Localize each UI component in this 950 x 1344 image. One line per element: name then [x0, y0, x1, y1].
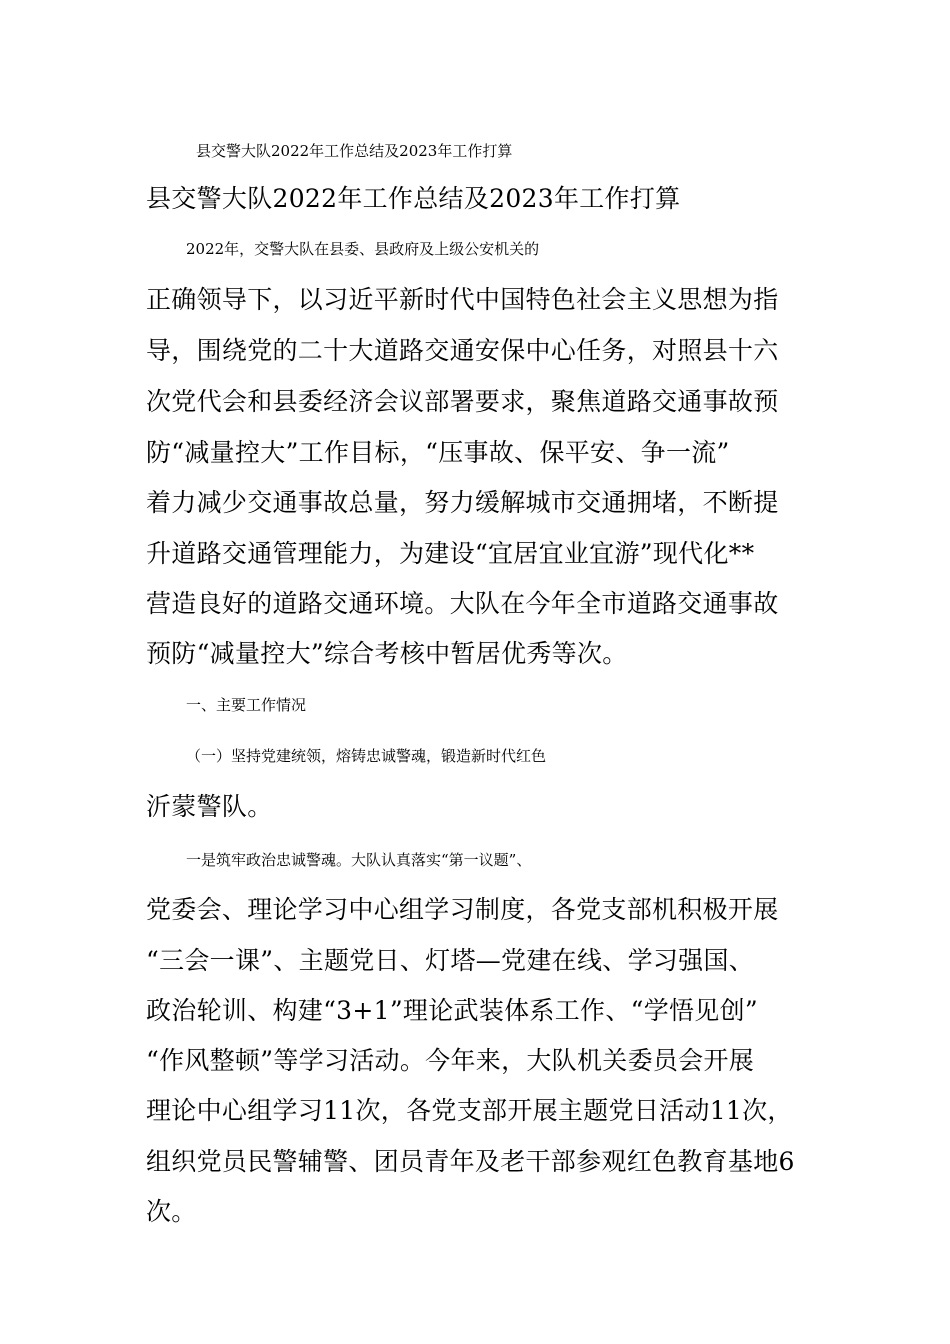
- paragraph-line: 预防“减量控大”综合考核中暂居优秀等次。: [146, 639, 628, 668]
- paragraph-line: 正确领导下，以习近平新时代中国特色社会主义思想为指: [146, 285, 779, 314]
- paragraph-line: 2022年，交警大队在县委、县政府及上级公安机关的: [186, 240, 540, 258]
- paragraph-line: 次。: [146, 1197, 197, 1226]
- paragraph-line: 着力减少交通事故总量，努力缓解城市交通拥堵，不断提: [146, 488, 779, 517]
- subsection-line: 沂蒙警队。: [146, 792, 273, 821]
- paragraph-line: 组织党员民警辅警、团员青年及老干部参观红色教育基地6: [146, 1147, 795, 1176]
- paragraph-line: 防“减量控大”工作目标，“压事故、保平安、争一流”: [146, 438, 730, 467]
- paragraph-line: “作风整顿”等学习活动。今年来，大队机关委员会开展: [146, 1046, 755, 1075]
- paragraph-line: 一是筑牢政治忠诚警魂。大队认真落实“第一议题”、: [186, 851, 532, 869]
- paragraph-line: 党委会、理论学习中心组学习制度，各党支部机积极开展: [146, 895, 779, 924]
- paragraph-line: 导，围绕党的二十大道路交通安保中心任务，对照县十六: [146, 336, 779, 365]
- paragraph-line: 营造良好的道路交通环境。大队在今年全市道路交通事故: [146, 589, 779, 618]
- section-heading: 一、主要工作情况: [186, 696, 307, 714]
- subsection-line: （一）坚持党建统领，熔铸忠诚警魂，锻造新时代红色: [186, 747, 547, 765]
- paragraph-line: “三会一课”、主题党日、灯塔—党建在线、学习强国、: [146, 946, 755, 975]
- paragraph-line: 政治轮训、构建“3+1”理论武装体系工作、“学悟见创”: [146, 996, 758, 1025]
- paragraph-line: 升道路交通管理能力，为建设“宜居宜业宜游”现代化**: [146, 539, 755, 568]
- paragraph-line: 理论中心组学习11次，各党支部开展主题党日活动11次，: [146, 1096, 793, 1125]
- paragraph-line: 次党代会和县委经济会议部署要求，聚焦道路交通事故预: [146, 387, 779, 416]
- document-title-repeat: 县交警大队2022年工作总结及2023年工作打算: [146, 184, 681, 213]
- document-title: 县交警大队2022年工作总结及2023年工作打算: [196, 142, 513, 160]
